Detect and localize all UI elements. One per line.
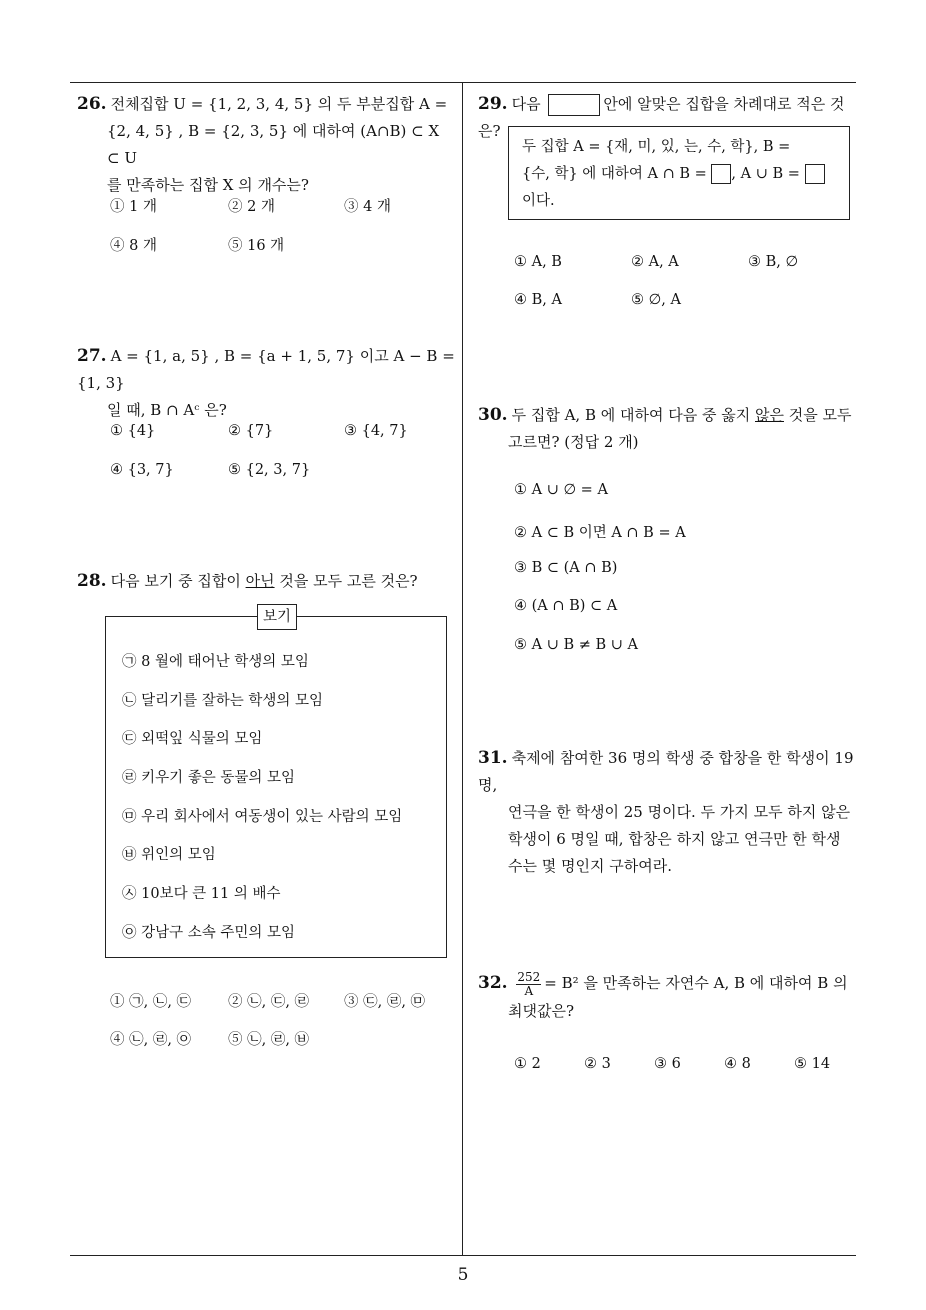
option-5[interactable]: ⑤ {2, 3, 7} <box>228 462 311 478</box>
bogi-item: ㉤ 우리 회사에서 여동생이 있는 사람의 모임 <box>122 809 403 825</box>
bogi-item: ㉧ 강남구 소속 주민의 모임 <box>122 925 296 941</box>
option-1[interactable]: ① A, B <box>514 254 562 270</box>
option-4[interactable]: ④ {3, 7} <box>110 462 174 478</box>
option-2[interactable]: ② A, A <box>631 254 679 270</box>
option-4[interactable]: ④ B, A <box>514 292 562 308</box>
option-1[interactable]: ① A ∪ ∅ = A <box>514 482 608 498</box>
question-text-line: 전체집합 U = {1, 2, 3, 4, 5} 의 두 부분집합 A = <box>110 95 448 113</box>
option-5[interactable]: ⑤ 16 개 <box>228 238 285 254</box>
question-text: 안에 알맞은 집합을 차례대로 적은 것은? <box>478 95 845 140</box>
option-2[interactable]: ② ㉡, ㉢, ㉣ <box>228 994 310 1010</box>
question-text-line: {2, 4, 5} , B = {2, 3, 5} 에 대하여 (A∩B) ⊂ X ⊂ U <box>107 122 440 167</box>
question-text-line: 축제에 참여한 36 명의 학생 중 합창을 한 학생이 19 명, <box>478 749 854 794</box>
option-5[interactable]: ⑤ A ∪ B ≠ B ∪ A <box>514 637 638 653</box>
question-text-line: = B² 을 만족하는 자연수 A, B 에 대하여 B 의 <box>544 974 848 992</box>
question-number: 29. <box>478 94 508 114</box>
option-2[interactable]: ② {7} <box>228 423 274 439</box>
question-number: 31. <box>478 748 508 768</box>
bogi-item: ㉠ 8 월에 태어난 학생의 모임 <box>122 654 309 670</box>
page-number: 5 <box>457 1265 469 1285</box>
question-text-line: 연극을 한 학생이 25 명이다. 두 가지 모두 하지 않은 <box>508 803 851 821</box>
question-text-line: A = {1, a, 5} , B = {a + 1, 5, 7} 이고 A − B = {1, 3} <box>77 347 455 392</box>
fraction <box>516 971 541 998</box>
question-31 <box>478 745 863 880</box>
question-text: 것을 모두 고른 것은? <box>274 572 418 590</box>
condition-line: 두 집합 A = {재, 미, 있, 는, 수, 학}, B = <box>522 139 791 155</box>
question-26 <box>77 91 455 199</box>
underlined-word: 않은 <box>755 406 784 424</box>
bogi-item: ㉣ 키우기 좋은 동물의 모임 <box>122 770 296 786</box>
question-text-line: 고르면? (정답 2 개) <box>508 433 639 451</box>
blank-box <box>711 164 731 184</box>
question-27 <box>77 343 455 424</box>
fraction-denominator: A <box>524 983 534 998</box>
option-3[interactable]: ③ {4, 7} <box>344 423 408 439</box>
question-text-line: 수는 몇 명인지 구하여라. <box>508 857 672 875</box>
question-text-line: 일 때, B ∩ Aᶜ 은? <box>107 401 227 419</box>
question-number: 26. <box>77 94 107 114</box>
question-32 <box>478 970 863 1025</box>
option-4[interactable]: ④ 8 <box>724 1056 751 1072</box>
option-4[interactable]: ④ 8 개 <box>110 238 157 254</box>
question-text-line: 학생이 6 명일 때, 합창은 하지 않고 연극만 한 학생 <box>508 830 841 848</box>
option-4[interactable]: ④ (A ∩ B) ⊂ A <box>514 598 618 614</box>
question-28 <box>77 568 455 595</box>
condition-line: 이다. <box>522 193 555 209</box>
column-divider <box>462 82 463 1255</box>
bogi-item: ㉦ 10보다 큰 11 의 배수 <box>122 886 281 902</box>
option-3[interactable]: ③ 4 개 <box>344 199 391 215</box>
condition-text: , A ∪ B = <box>731 166 800 182</box>
bogi-label: 보기 <box>257 604 297 630</box>
option-5[interactable]: ⑤ ㉡, ㉣, ㉥ <box>228 1032 310 1048</box>
blank-box <box>805 164 825 184</box>
question-text: 것을 모두 <box>783 406 852 424</box>
bogi-item: ㉢ 외떡잎 식물의 모임 <box>122 731 263 747</box>
option-4[interactable]: ④ ㉡, ㉣, ㉧ <box>110 1032 192 1048</box>
option-5[interactable]: ⑤ 14 <box>794 1056 831 1072</box>
question-number: 32. <box>478 973 508 993</box>
question-30 <box>478 402 863 456</box>
option-3[interactable]: ③ B ⊂ (A ∩ B) <box>514 560 618 576</box>
top-rule <box>70 82 856 83</box>
bottom-rule <box>70 1255 856 1256</box>
question-text: 다음 보기 중 집합이 <box>110 572 246 590</box>
question-text-line: 최댓값은? <box>508 1001 575 1020</box>
bogi-item: ㉡ 달리기를 잘하는 학생의 모임 <box>122 693 324 709</box>
bogi-item: ㉥ 위인의 모임 <box>122 847 216 863</box>
condition-text: {수, 학} 에 대하여 A ∩ B = <box>522 166 707 182</box>
fraction-numerator: 252 <box>517 969 541 984</box>
option-2[interactable]: ② A ⊂ B 이면 A ∩ B = A <box>514 525 686 541</box>
option-2[interactable]: ② 3 <box>584 1056 611 1072</box>
option-1[interactable]: ① ㉠, ㉡, ㉢ <box>110 994 192 1010</box>
option-1[interactable]: ① {4} <box>110 423 156 439</box>
question-number: 27. <box>77 346 107 366</box>
option-2[interactable]: ② 2 개 <box>228 199 275 215</box>
option-1[interactable]: ① 1 개 <box>110 199 157 215</box>
question-text: 다음 <box>511 95 541 113</box>
option-3[interactable]: ③ 6 <box>654 1056 681 1072</box>
question-number: 28. <box>77 571 107 591</box>
question-text: 두 집합 A, B 에 대하여 다음 중 옳지 <box>511 406 755 424</box>
condition-line-2 <box>522 161 825 187</box>
option-1[interactable]: ① 2 <box>514 1056 541 1072</box>
underlined-word: 아닌 <box>245 572 275 590</box>
question-number: 30. <box>478 405 508 425</box>
option-3[interactable]: ③ ㉢, ㉣, ㉤ <box>344 994 426 1010</box>
option-5[interactable]: ⑤ ∅, A <box>631 292 681 308</box>
option-3[interactable]: ③ B, ∅ <box>748 254 799 270</box>
question-text-line: 를 만족하는 집합 X 의 개수는? <box>107 176 309 194</box>
blank-box <box>548 94 600 116</box>
